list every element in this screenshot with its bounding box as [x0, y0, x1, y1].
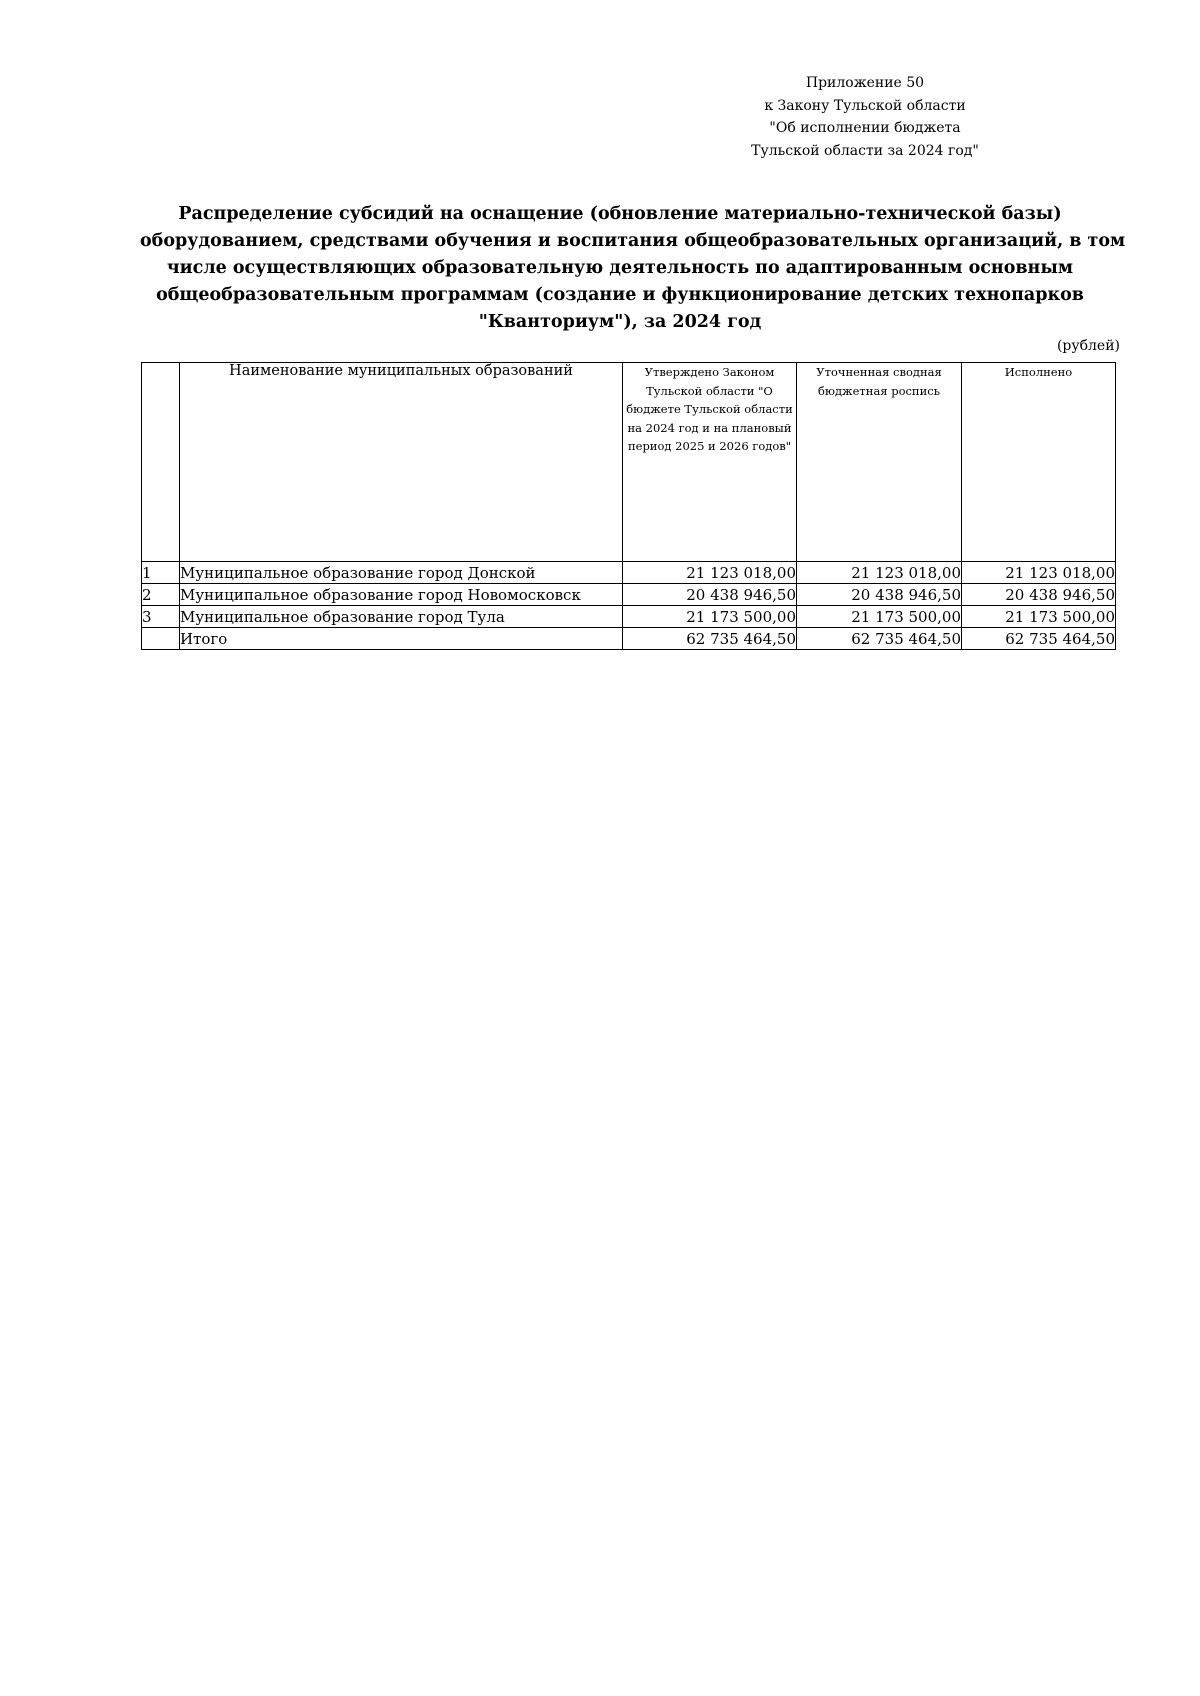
- row-approved: 21 173 500,00: [623, 606, 797, 628]
- table-total-row: [142, 628, 1116, 650]
- row-index: 1: [142, 562, 180, 584]
- table-row: [142, 606, 1116, 628]
- row-approved: 20 438 946,50: [623, 584, 797, 606]
- row-approved: 21 123 018,00: [623, 562, 797, 584]
- title-line: "Кванториум"), за 2024 год: [478, 312, 762, 332]
- total-executed: 62 735 464,50: [962, 628, 1116, 650]
- subsidy-table: [141, 362, 1116, 650]
- header-approved: Утверждено Законом Тульской области "О бюджете Тульской области на 2024 год и на плановый период 2025 и 2026 годов": [623, 363, 797, 562]
- title-line: Распределение субсидий на оснащение (обновление материально-технической базы): [178, 204, 1062, 224]
- units-label: (рублей): [1056, 338, 1120, 354]
- row-name: Муниципальное образование город Донской: [180, 562, 623, 584]
- appendix-block: [740, 72, 990, 162]
- appendix-line: к Закону Тульской области: [764, 97, 966, 114]
- document-title: [140, 201, 1126, 336]
- row-index: 3: [142, 606, 180, 628]
- total-name: Итого: [180, 628, 623, 650]
- table-row: [142, 584, 1116, 606]
- appendix-line: Приложение 50: [805, 75, 925, 91]
- title-line: числе осуществляющих образовательную деятельность по адаптированным основным: [166, 258, 1074, 278]
- row-name: Муниципальное образование город Новомосковск: [180, 584, 623, 606]
- row-executed: 20 438 946,50: [962, 584, 1116, 606]
- total-approved: 62 735 464,50: [623, 628, 797, 650]
- table-header-row: [142, 363, 1116, 562]
- header-name: Наименование муниципальных образований: [180, 363, 623, 562]
- row-index: 2: [142, 584, 180, 606]
- title-line: общеобразовательным программам (создание и функционирование детских технопарков: [156, 285, 1084, 305]
- total-refined: 62 735 464,50: [797, 628, 962, 650]
- row-refined: 21 173 500,00: [797, 606, 962, 628]
- appendix-line: "Об исполнении бюджета: [769, 120, 961, 136]
- header-index: [142, 363, 180, 562]
- title-line: оборудованием, средствами обучения и воспитания общеобразовательных организаций, в том: [140, 231, 1126, 251]
- row-executed: 21 123 018,00: [962, 562, 1116, 584]
- row-name: Муниципальное образование город Тула: [180, 606, 623, 628]
- header-refined: Уточненная сводная бюджетная роспись: [797, 363, 962, 562]
- row-refined: 21 123 018,00: [797, 562, 962, 584]
- row-refined: 20 438 946,50: [797, 584, 962, 606]
- total-index: [142, 628, 180, 650]
- appendix-line: Тульской области за 2024 год": [751, 142, 979, 159]
- table-row: [142, 562, 1116, 584]
- row-executed: 21 173 500,00: [962, 606, 1116, 628]
- header-executed: Исполнено: [962, 363, 1116, 562]
